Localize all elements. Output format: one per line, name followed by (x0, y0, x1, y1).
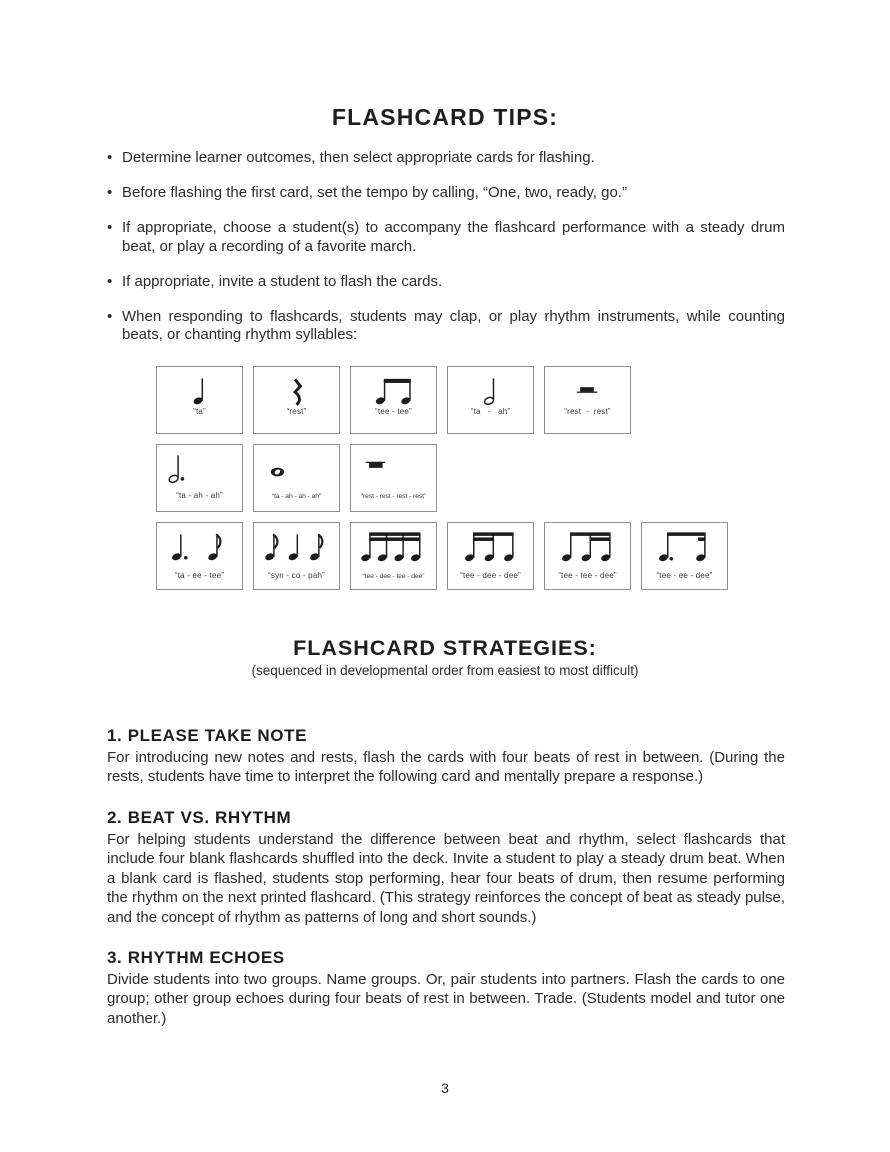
flashcard-syllable-label: “tee - ee - dee” (656, 571, 713, 580)
sixteenth-sixteenth-eighth-icon (448, 526, 533, 570)
flashcard (156, 366, 243, 434)
strategies-title: FLASHCARD STRATEGIES: (293, 636, 597, 660)
tip-bullet: • Determine learner outcomes, then select appropriate cards for flashing. (107, 149, 785, 168)
flashcard (350, 444, 437, 512)
flashcard (447, 366, 534, 434)
flashcard-grid (156, 366, 728, 590)
flashcard-syllable-label: “rest - rest - rest - rest” (360, 493, 427, 500)
flashcard-syllable-label: “ta - ah” (470, 407, 511, 416)
flashcard-syllable-label: “rest - rest” (564, 407, 611, 416)
flashcard (156, 444, 243, 512)
section-heading-please-take-note: 1. PLEASE TAKE NOTE (107, 726, 308, 745)
flashcard-syllable-label: “ta - ah - ah” (176, 491, 223, 500)
strategies-subtitle: (sequenced in developmental order from easiest to most difficult) (251, 663, 639, 678)
flashcard (253, 444, 340, 512)
flashcard-syllable-label: “ta” (193, 407, 206, 416)
flashcard (350, 366, 437, 434)
flashcard-syllable-label: “rest” (286, 407, 307, 416)
flashcard-syllable-label: “tee - tee” (375, 407, 412, 416)
page-title: FLASHCARD TIPS: (331, 104, 559, 130)
flashcard-syllable-label: “tee - dee - dee” (460, 571, 521, 580)
eighth-quarter-eighth-icon (254, 526, 339, 570)
dotted-eighth-sixteenth-icon (642, 526, 727, 570)
flashcard-syllable-label: “ta - ee - tee” (174, 571, 225, 580)
section-body-please-take-note: For introducing new notes and rests, flash the cards with four beats of rest in between. (During the rests, students have time to interpret the following card and mentally prepare a response.) (107, 749, 785, 786)
four-sixteenths-icon (351, 526, 436, 570)
tip-bullet: • If appropriate, invite a student to flash the cards. (107, 273, 785, 292)
dotted-quarter-eighth-icon (157, 526, 242, 570)
whole-rest-icon (351, 449, 436, 493)
flashcard (253, 366, 340, 434)
flashcard (350, 522, 437, 590)
tip-bullet: • If appropriate, choose a student(s) to accompany the flashcard performance with a steady drum beat, or play a recording of a favorite march. (107, 219, 785, 256)
flashcard-row (156, 522, 728, 590)
tips-list (107, 149, 785, 361)
flashcard (447, 522, 534, 590)
flashcard-row (156, 444, 728, 512)
flashcard-syllable-label: “ta - ah - ah - ah” (271, 493, 322, 500)
flashcard (544, 522, 631, 590)
tip-bullet: • When responding to flashcards, students may clap, or play rhythm instruments, while counting beats, or chanting rhythm syllables: (107, 308, 785, 345)
whole-note-icon (254, 449, 339, 493)
flashcard-syllable-label: “tee - tee - dee” (558, 571, 617, 580)
page-number: 3 (441, 1080, 449, 1096)
flashcard (641, 522, 728, 590)
flashcard (544, 366, 631, 434)
section-body-rhythm-echoes: Divide students into two groups. Name groups. Or, pair students into partners. Flash the cards to one group; other group echoes during four beats of rest in between. Trade. (Students model and tutor one another.) (107, 971, 785, 1027)
flashcard-row (156, 366, 728, 434)
flashcard (253, 522, 340, 590)
section-heading-beat-vs-rhythm: 2. BEAT VS. RHYTHM (107, 808, 292, 827)
eighth-sixteenth-sixteenth-icon (545, 526, 630, 570)
flashcard-syllable-label: “tee - dee - tee - dee” (362, 573, 425, 580)
flashcard-syllable-label: “syn - co - pah” (268, 571, 325, 580)
section-heading-rhythm-echoes: 3. RHYTHM ECHOES (107, 948, 285, 967)
dotted-half-note-icon (157, 449, 242, 493)
flashcard (156, 522, 243, 590)
tip-bullet: • Before flashing the first card, set the tempo by calling, “One, two, ready, go.” (107, 184, 785, 203)
section-body-beat-vs-rhythm: For helping students understand the difference between beat and rhythm, select flashcards that include four blank flashcards shuffled into the deck. Invite a student to play a steady drum beat. When a blank card is flashed, students stop performing, hear four beats of drum, then resume performing the rhythm on the next printed flashcard. (This strategy reinforces the concept of beat as steady pulse, and the concept of rhythm as patterns of long and short sounds.) (107, 831, 785, 926)
